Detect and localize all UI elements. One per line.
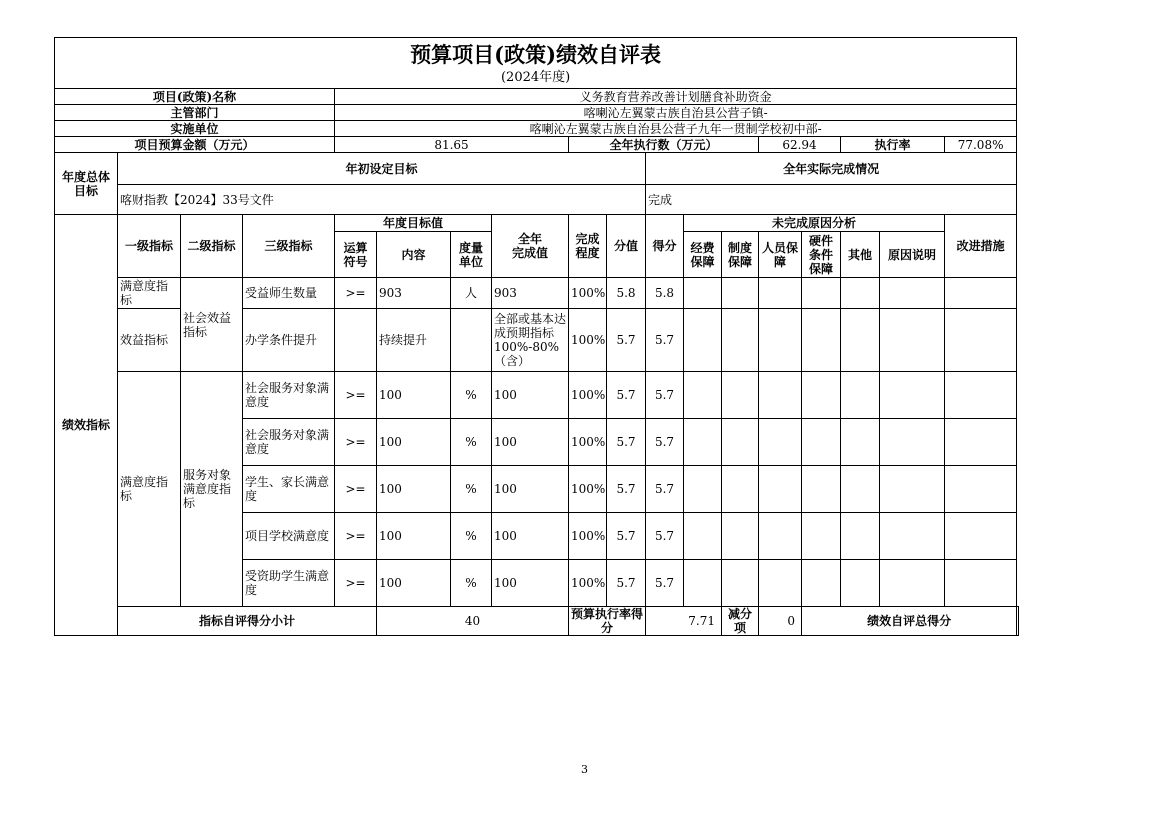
budget-amount-value: 81.65 xyxy=(335,137,569,153)
deduction-label: 减分项 xyxy=(722,607,759,636)
header-unit: 度量 单位 xyxy=(451,232,492,278)
budget-score-value: 7.71 xyxy=(646,607,722,636)
level1-cell: 效益指标 xyxy=(118,309,181,372)
level3-cell: 社会服务对象满意度 xyxy=(243,372,335,419)
level3-cell: 社会服务对象满意度 xyxy=(243,419,335,466)
budget-score-label: 预算执行率得分 xyxy=(569,607,646,636)
project-name-value: 义务教育营养改善计划膳食补助资金 xyxy=(335,89,1017,105)
level1-cell: 满意度指标 xyxy=(118,372,181,607)
score-cell: 5.7 xyxy=(646,560,684,607)
initial-goal-header: 年初设定目标 xyxy=(118,153,646,185)
department-label: 主管部门 xyxy=(55,105,335,121)
weight-cell: 5.7 xyxy=(607,372,646,419)
header-measures: 改进措施 xyxy=(945,215,1017,278)
completion-cell: 100% xyxy=(569,466,607,513)
table-title: 预算项目(政策)绩效自评表 xyxy=(55,38,1017,69)
score-cell: 5.8 xyxy=(646,278,684,309)
header-content: 内容 xyxy=(377,232,451,278)
content-cell: 100 xyxy=(377,372,451,419)
header-operator: 运算 符号 xyxy=(335,232,377,278)
table-row xyxy=(55,278,1019,309)
weight-cell: 5.7 xyxy=(607,419,646,466)
content-cell: 100 xyxy=(377,560,451,607)
header-full-year-value: 全年 完成值 xyxy=(492,215,569,278)
header-score: 得分 xyxy=(646,215,684,278)
content-cell: 100 xyxy=(377,419,451,466)
completion-cell: 100% xyxy=(569,278,607,309)
completion-cell: 100% xyxy=(569,513,607,560)
content-cell: 903 xyxy=(377,278,451,309)
unit-cell: % xyxy=(451,560,492,607)
department-value: 喀喇沁左翼蒙古族自治县公营子镇- xyxy=(335,105,1017,121)
operator-cell: >= xyxy=(335,278,377,309)
header-explanation: 原因说明 xyxy=(880,232,945,278)
weight-cell: 5.7 xyxy=(607,466,646,513)
header-other: 其他 xyxy=(841,232,880,278)
header-level1: 一级指标 xyxy=(118,215,181,278)
header-level3: 三级指标 xyxy=(243,215,335,278)
score-cell: 5.7 xyxy=(646,466,684,513)
content-cell: 持续提升 xyxy=(377,309,451,372)
overall-goal-label: 年度总体 目标 xyxy=(55,153,118,215)
header-reasons: 未完成原因分析 xyxy=(684,215,945,232)
full-year-cell: 100 xyxy=(492,560,569,607)
execution-rate-label: 执行率 xyxy=(841,137,945,153)
budget-amount-label: 项目预算金额（万元） xyxy=(55,137,335,153)
operator-cell: >= xyxy=(335,372,377,419)
subtotal-value: 40 xyxy=(377,607,569,636)
full-year-cell: 100 xyxy=(492,372,569,419)
header-hardware: 硬件 条件 保障 xyxy=(802,232,841,278)
page-number: 3 xyxy=(581,763,588,776)
actual-completion-header: 全年实际完成情况 xyxy=(646,153,1017,185)
level3-cell: 项目学校满意度 xyxy=(243,513,335,560)
level2-cell: 服务对象满意度指标 xyxy=(181,372,243,607)
operator-cell: >= xyxy=(335,513,377,560)
header-funding: 经费 保障 xyxy=(684,232,722,278)
performance-evaluation-table xyxy=(54,37,1019,636)
implementing-unit-label: 实施单位 xyxy=(55,121,335,137)
initial-goal-value: 喀财指教【2024】33号文件 xyxy=(118,185,646,215)
level3-cell: 办学条件提升 xyxy=(243,309,335,372)
header-staff: 人员保 障 xyxy=(759,232,802,278)
header-level2: 二级指标 xyxy=(181,215,243,278)
completion-cell: 100% xyxy=(569,419,607,466)
implementing-unit-value: 喀喇沁左翼蒙古族自治县公营子九年一贯制学校初中部- xyxy=(335,121,1017,137)
content-cell: 100 xyxy=(377,513,451,560)
weight-cell: 5.7 xyxy=(607,560,646,607)
header-system: 制度 保障 xyxy=(722,232,759,278)
executed-amount-value: 62.94 xyxy=(759,137,841,153)
header-weight: 分值 xyxy=(607,215,646,278)
project-name-label: 项目(政策)名称 xyxy=(55,89,335,105)
unit-cell: % xyxy=(451,419,492,466)
unit-cell: % xyxy=(451,466,492,513)
level2-cell: 社会效益指标 xyxy=(181,278,243,372)
full-year-cell: 100 xyxy=(492,419,569,466)
unit-cell xyxy=(451,309,492,372)
weight-cell: 5.7 xyxy=(607,309,646,372)
unit-cell: 人 xyxy=(451,278,492,309)
weight-cell: 5.7 xyxy=(607,513,646,560)
level3-cell: 学生、家长满意度 xyxy=(243,466,335,513)
score-cell: 5.7 xyxy=(646,513,684,560)
level3-cell: 受益师生数量 xyxy=(243,278,335,309)
full-year-cell: 100 xyxy=(492,513,569,560)
executed-amount-label: 全年执行数（万元） xyxy=(569,137,759,153)
level1-cell: 满意度指标 xyxy=(118,278,181,309)
full-year-cell: 100 xyxy=(492,466,569,513)
table-year: (2024年度) xyxy=(55,69,1017,89)
total-score-label: 绩效自评总得分 xyxy=(802,607,1017,636)
header-annual-target: 年度目标值 xyxy=(335,215,492,232)
score-cell: 5.7 xyxy=(646,309,684,372)
full-year-cell: 903 xyxy=(492,278,569,309)
total-score-value xyxy=(1017,607,1019,636)
table-row xyxy=(55,372,1019,419)
operator-cell: >= xyxy=(335,419,377,466)
full-year-cell: 全部或基本达成预期指标100%-80%（含） xyxy=(492,309,569,372)
unit-cell: % xyxy=(451,372,492,419)
performance-indicators-label: 绩效指标 xyxy=(55,215,118,636)
deduction-value: 0 xyxy=(759,607,802,636)
unit-cell: % xyxy=(451,513,492,560)
score-cell: 5.7 xyxy=(646,419,684,466)
operator-cell: >= xyxy=(335,466,377,513)
operator-cell xyxy=(335,309,377,372)
actual-completion-value: 完成 xyxy=(646,185,1017,215)
subtotal-label: 指标自评得分小计 xyxy=(118,607,377,636)
execution-rate-value: 77.08% xyxy=(945,137,1017,153)
completion-cell: 100% xyxy=(569,309,607,372)
completion-cell: 100% xyxy=(569,372,607,419)
weight-cell: 5.8 xyxy=(607,278,646,309)
completion-cell: 100% xyxy=(569,560,607,607)
operator-cell: >= xyxy=(335,560,377,607)
level3-cell: 受资助学生满意度 xyxy=(243,560,335,607)
content-cell: 100 xyxy=(377,466,451,513)
score-cell: 5.7 xyxy=(646,372,684,419)
header-completion: 完成 程度 xyxy=(569,215,607,278)
